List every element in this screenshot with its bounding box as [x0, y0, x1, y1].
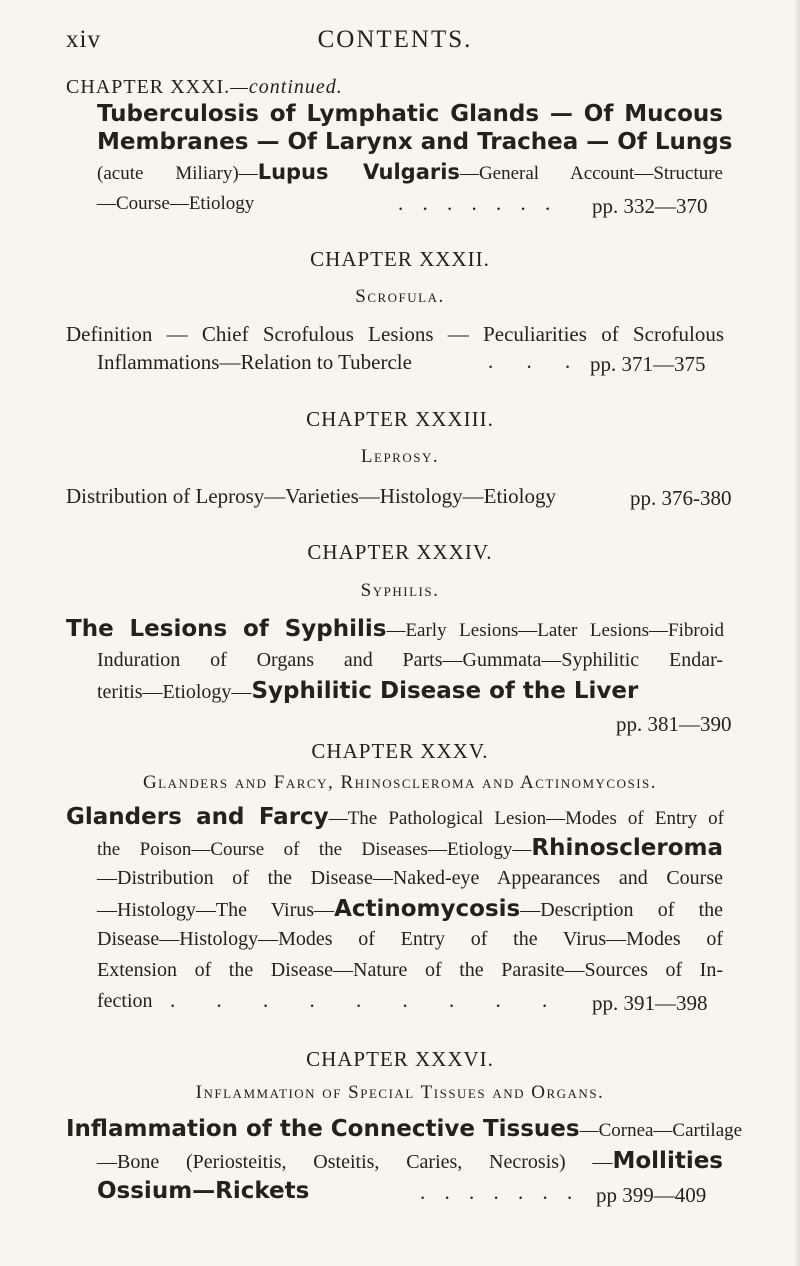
chapter-33-subject: Leprosy. [360, 446, 440, 467]
chapter-32-subject: Scrofula. [355, 286, 445, 307]
chapter-31-leader-dots: . . . . . . . [398, 191, 558, 215]
running-header [66, 26, 724, 58]
chapter-35-pages: pp. 391—398 [592, 991, 708, 1015]
chapter-34-line-1: The Lesions of Syphilis—Early Lesions—Later Lesions—Fibroid [66, 616, 724, 642]
lesions-of-syphilis-term: The Lesions of Syphilis [66, 616, 387, 642]
chapter-31-heading: CHAPTER XXXI.—continued. [66, 76, 343, 98]
chapter-36-line-2: —Bone (Periosteitis, Osteitis, Caries, Necrosis) —Mollities [97, 1148, 723, 1174]
chapter-35-line-5: Disease—Histology—Modes of Entry of the Virus—Modes of [97, 928, 723, 950]
glanders-farcy-term: Glanders and Farcy [66, 804, 329, 830]
chapter-35-line-3: —Distribution of the Disease—Naked-eye Appearances and Course [97, 867, 723, 889]
chapter-35-heading: CHAPTER XXXV. [311, 739, 489, 763]
chapter-31-continued: —continued. [230, 76, 343, 98]
chapter-31-line-3: (acute Miliary)—Lupus Vulgaris—General Account—Structure [97, 160, 723, 184]
rhinoscleroma-term: Rhinoscleroma [531, 835, 723, 861]
chapter-35-line-6: Extension of the Disease—Nature of the Parasite—Sources of In- [97, 959, 723, 981]
chapter-35-line-7: fection [97, 990, 153, 1012]
chapter-36-subject: Inflammation of Special Tissues and Organs. [195, 1082, 605, 1103]
chapter-34-line-2: Induration of Organs and Parts—Gummata—Syphilitic Endar- [97, 649, 723, 671]
chapter-35-line-2: the Poison—Course of the Diseases—Etiology—Rhinoscleroma [97, 835, 723, 861]
chapter-33-pages: pp. 376-380 [630, 486, 732, 510]
chapter-36-line-3: Ossium—Rickets [97, 1178, 310, 1204]
page-edge-shadow [794, 0, 800, 1266]
chapter-36-leader-dots: . . . . . . . [420, 1180, 580, 1204]
actinomycosis-term: Actinomycosis [334, 896, 521, 922]
chapter-35-leader-dots: . . . . . . . . . [170, 988, 566, 1012]
mollities-term: Mollities [612, 1148, 723, 1174]
chapter-31-line-4: —Course—Etiology [97, 193, 255, 214]
chapter-36-heading: CHAPTER XXXVI. [306, 1047, 494, 1071]
page-number: xiv [66, 26, 101, 53]
syphilitic-liver-term: Syphilitic Disease of the Liver [251, 678, 639, 704]
lupus-vulgaris-term: Lupus Vulgaris [257, 160, 460, 184]
chapter-34-subject: Syphilis. [360, 580, 440, 601]
chapter-35-subject: Glanders and Farcy, Rhinoscleroma and Actinomycosis. [142, 772, 658, 793]
chapter-35-line-4: —Histology—The Virus—Actinomycosis—Description of the [97, 896, 723, 922]
chapter-35-line-1: Glanders and Farcy—The Pathological Lesion—Modes of Entry of [66, 804, 724, 830]
chapter-34-heading: CHAPTER XXXIV. [307, 540, 493, 564]
chapter-31-line-1: Tuberculosis of Lymphatic Glands — Of Mucous [97, 101, 723, 127]
chapter-31-pages: pp. 332—370 [592, 194, 708, 218]
chapter-32-heading: CHAPTER XXXII. [310, 247, 490, 271]
chapter-33-line-1: Distribution of Leprosy—Varieties—Histology—Etiology [66, 484, 556, 508]
chapter-32-pages: pp. 371—375 [590, 352, 706, 376]
chapter-32-line-2: Inflammations—Relation to Tubercle [97, 350, 412, 374]
chapter-31-line-2: Membranes — Of Larynx and Trachea — Of Lungs [97, 129, 733, 155]
chapter-36-pages: pp 399—409 [596, 1183, 707, 1207]
connective-tissues-term: Inflammation of the Connective Tissues [66, 1116, 580, 1142]
chapter-32-leader-dots: . . . [488, 349, 585, 373]
page-title: CONTENTS. [317, 26, 473, 53]
chapter-34-line-3: teritis—Etiology—Syphilitic Disease of the Liver [97, 678, 639, 704]
chapter-36-line-1: Inflammation of the Connective Tissues—Cornea—Cartilage [66, 1116, 743, 1142]
chapter-32-line-1: Definition — Chief Scrofulous Lesions — Peculiarities of Scrofulous [66, 322, 724, 346]
chapter-34-pages: pp. 381—390 [616, 712, 732, 736]
chapter-33-heading: CHAPTER XXXIII. [306, 407, 494, 431]
